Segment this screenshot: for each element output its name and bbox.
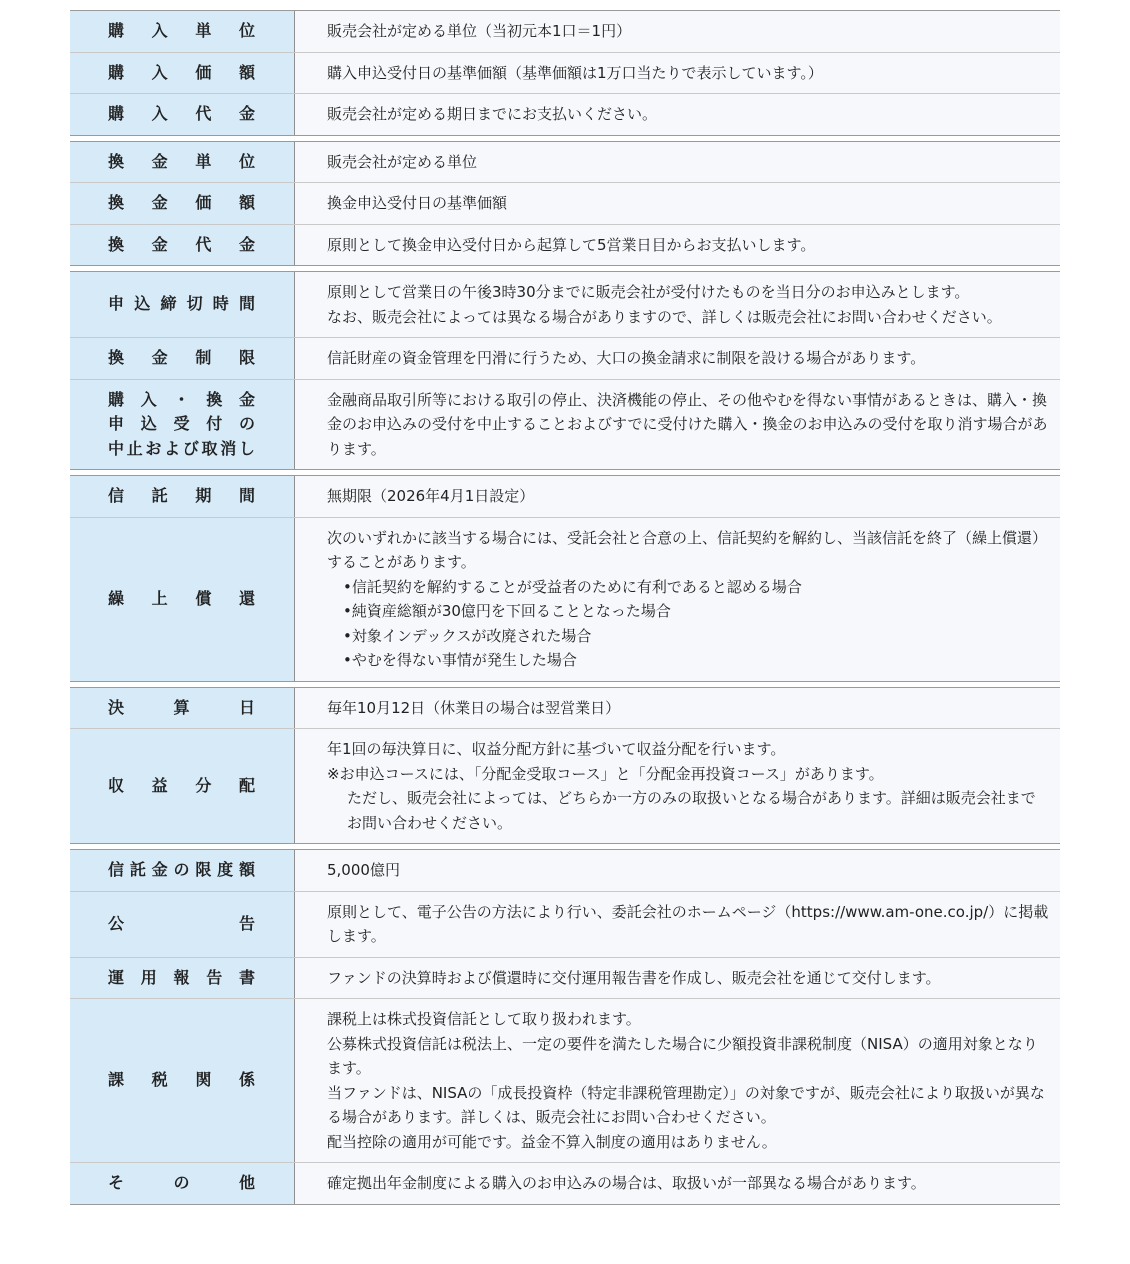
- row-label: 信 託 金 の 限 度 額: [108, 860, 256, 879]
- row-label: 収 益 分 配: [108, 775, 256, 795]
- row-label-cell: [70, 183, 295, 224]
- row-value-text: ※お申込コースには、「分配金受取コース」と「分配金再投資コース」があります。: [327, 764, 884, 783]
- row-label-cell: [70, 142, 295, 183]
- row-value-cell: [295, 850, 1060, 891]
- table-row: [70, 476, 1060, 517]
- row-value-text: 確定拠出年金制度による購入のお申込みの場合は、取扱いが一部異なる場合があります。: [327, 1174, 926, 1192]
- row-value-text: •純資産総額が30億円を下回ることとなった場合: [343, 602, 671, 620]
- table-row: [70, 728, 1060, 843]
- row-label-cell: [70, 53, 295, 94]
- row-label-cell: [70, 94, 295, 135]
- table-group: [70, 271, 1060, 470]
- row-value-cell: [295, 892, 1060, 957]
- row-value-cell: [295, 729, 1060, 843]
- table-row: [70, 52, 1060, 94]
- row-value-cell: [295, 476, 1060, 517]
- table-row: [70, 11, 1060, 52]
- row-value-text: 公募株式投資信託は税法上、一定の要件を満たした場合に少額投資非課税制度（NISA）の適用対象となります。: [327, 1034, 1038, 1077]
- row-value-cell: [295, 94, 1060, 135]
- row-value-text: 原則として営業日の午後3時30分までに販売会社が受付けたものを当日分のお申込みとします。: [327, 283, 970, 301]
- row-value-cell: [295, 999, 1060, 1162]
- row-label: 申 込 受 付 の: [108, 414, 256, 433]
- row-value-text: 課税上は株式投資信託として取り扱われます。: [327, 1010, 641, 1028]
- row-value-text: 無期限（2026年4月1日設定）: [327, 487, 535, 505]
- fund-terms-table: [70, 10, 1060, 1205]
- table-group: [70, 849, 1060, 1205]
- row-label: 換 金 制 限: [108, 348, 256, 367]
- row-label-cell: [70, 380, 295, 470]
- table-group: [70, 10, 1060, 136]
- row-value-cell: [295, 272, 1060, 337]
- row-value-text: 当ファンドは、NISAの「成長投資枠（特定非課税管理勘定）」の対象ですが、販売会社により取扱いが異なる場合があります。詳しくは、販売会社にお問い合わせください。: [327, 1083, 1045, 1126]
- table-row: [70, 998, 1060, 1162]
- row-value-text: 換金申込受付日の基準価額: [327, 194, 508, 212]
- row-value-text: なお、販売会社によっては異なる場合がありますので、詳しくは販売会社にお問い合わせください。: [327, 307, 1002, 326]
- row-value-cell: [295, 53, 1060, 94]
- row-label-cell: [70, 688, 295, 729]
- row-label-cell: [70, 958, 295, 999]
- row-value-text: •信託契約を解約することが受益者のために有利であると認める場合: [343, 577, 802, 596]
- row-label: 購 入 ・ 換 金: [108, 389, 256, 409]
- table-row: [70, 891, 1060, 957]
- row-label: そ の 他: [108, 1173, 256, 1192]
- row-value-cell: [295, 518, 1060, 681]
- row-value-cell: [295, 183, 1060, 224]
- row-label: 繰 上 償 還: [108, 588, 256, 608]
- row-value-cell: [295, 11, 1060, 52]
- row-label-cell: [70, 11, 295, 52]
- row-label: 申 込 締 切 時 間: [108, 294, 256, 314]
- row-value-text: ファンドの決算時および償還時に交付運用報告書を作成し、販売会社を通じて交付します。: [327, 968, 941, 987]
- row-value-cell: [295, 142, 1060, 183]
- row-value-text: 5,000億円: [327, 861, 400, 879]
- row-label: 換 金 単 位: [108, 151, 256, 171]
- table-row: [70, 379, 1060, 470]
- table-row: [70, 272, 1060, 337]
- row-label-cell: [70, 1163, 295, 1204]
- row-value-text: 原則として、電子公告の方法により行い、委託会社のホームページ（https://www.am-one.co.jp/）に掲載します。: [327, 902, 1049, 945]
- row-value-text: 年1回の毎決算日に、収益分配方針に基づいて収益分配を行います。: [327, 740, 786, 758]
- row-value-text: 次のいずれかに該当する場合には、受託会社と合意の上、信託契約を解約し、当該信託を終了（繰上償還）することがあります。: [327, 528, 1048, 571]
- row-value-cell: [295, 225, 1060, 266]
- row-label: 運 用 報 告 書: [108, 967, 256, 987]
- row-label: 換 金 代 金: [108, 234, 256, 254]
- row-label-cell: [70, 892, 295, 957]
- table-row: [70, 142, 1060, 183]
- table-row: [70, 517, 1060, 681]
- table-group: [70, 475, 1060, 682]
- table-group: [70, 687, 1060, 845]
- row-value-text: ただし、販売会社によっては、どちらか一方のみの取扱いとなる場合があります。詳細は販売会社までお問い合わせください。: [347, 789, 1036, 832]
- row-value-text: 金融商品取引所等における取引の停止、決済機能の停止、その他やむを得ない事情があるときは、購入・換金のお申込みの受付を中止することおよびすでに受付けた購入・換金のお申込みの受付を取り消す場合があります。: [327, 390, 1048, 458]
- row-label-cell: [70, 729, 295, 843]
- row-label: 購 入 代 金: [108, 104, 256, 123]
- row-label: 課 税 関 係: [108, 1070, 256, 1090]
- row-label-cell: [70, 272, 295, 337]
- table-row: [70, 224, 1060, 266]
- table-row: [70, 337, 1060, 379]
- row-value-cell: [295, 958, 1060, 999]
- row-value-cell: [295, 1163, 1060, 1204]
- row-value-text: •やむを得ない事情が発生した場合: [343, 651, 577, 669]
- table-group: [70, 141, 1060, 267]
- table-row: [70, 957, 1060, 999]
- table-row: [70, 93, 1060, 135]
- row-value-text: 毎年10月12日（休業日の場合は翌営業日）: [327, 698, 621, 717]
- row-value-cell: [295, 688, 1060, 729]
- row-label-cell: [70, 338, 295, 379]
- row-label-cell: [70, 225, 295, 266]
- table-row: [70, 688, 1060, 729]
- row-value-cell: [295, 380, 1060, 470]
- row-label-cell: [70, 999, 295, 1162]
- row-value-text: 販売会社が定める単位（当初元本1口＝1円）: [327, 22, 632, 40]
- table-row: [70, 1162, 1060, 1204]
- row-value-text: 販売会社が定める期日までにお支払いください。: [327, 105, 658, 123]
- row-label: 決 算 日: [108, 697, 256, 717]
- row-value-text: 原則として換金申込受付日から起算して5営業日目からお支払いします。: [327, 235, 816, 254]
- row-label-cell: [70, 518, 295, 681]
- row-label: 中 止 お よ び 取 消 し: [108, 438, 256, 458]
- row-value-text: •対象インデックスが改廃された場合: [343, 626, 592, 645]
- table-row: [70, 850, 1060, 891]
- row-label-cell: [70, 850, 295, 891]
- row-value-text: 販売会社が定める単位: [327, 152, 478, 171]
- row-label: 公 告: [108, 913, 256, 933]
- row-label: 購 入 単 位: [108, 21, 256, 40]
- row-label: 購 入 価 額: [108, 62, 256, 82]
- row-label: 換 金 価 額: [108, 193, 256, 212]
- row-label-cell: [70, 476, 295, 517]
- row-value-text: 購入申込受付日の基準価額（基準価額は1万口当たりで表示しています。）: [327, 63, 823, 82]
- row-value-text: 配当控除の適用が可能です。益金不算入制度の適用はありません。: [327, 1132, 777, 1151]
- table-row: [70, 182, 1060, 224]
- row-value-cell: [295, 338, 1060, 379]
- row-value-text: 信託財産の資金管理を円滑に行うため、大口の換金請求に制限を設ける場合があります。: [327, 349, 926, 367]
- row-label: 信 託 期 間: [108, 486, 256, 505]
